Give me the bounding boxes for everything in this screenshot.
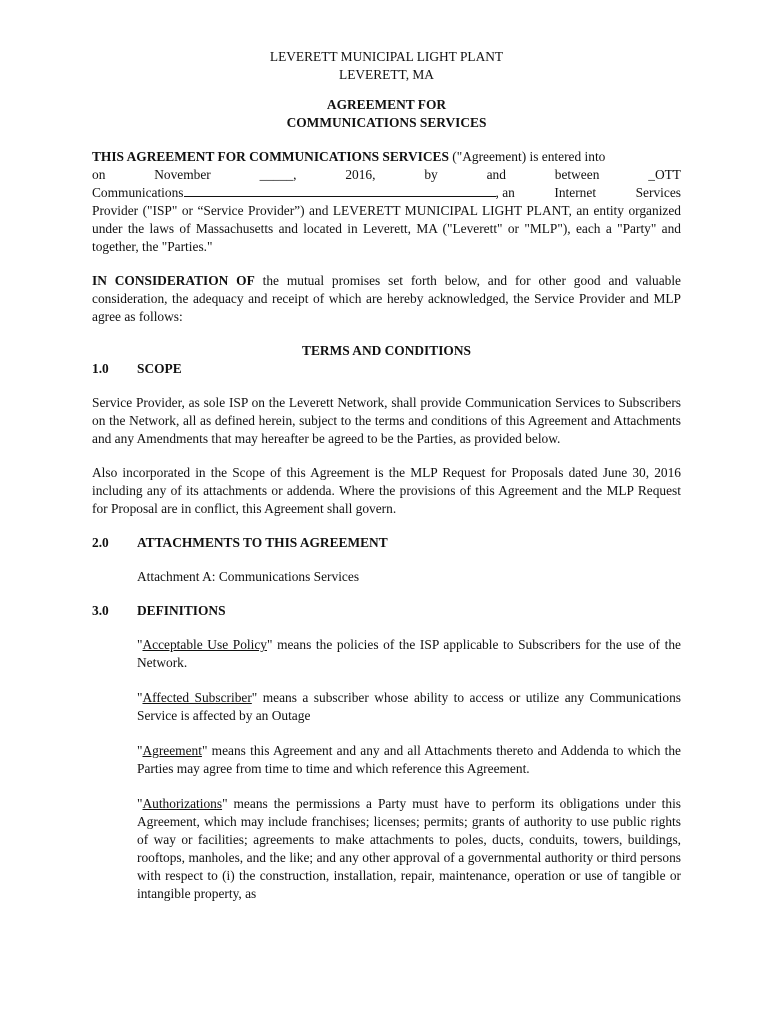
company-word: Internet [554,185,597,200]
definition-term: Acceptable Use Policy [142,637,267,652]
terms-heading: TERMS AND CONDITIONS [302,343,471,358]
document-title-line1: AGREEMENT FOR [326,97,447,112]
date-word: November [154,167,211,182]
company-blank [184,196,496,197]
section-heading [92,360,681,378]
definition-text: " means the permissions a Party must have to perform its obligations under this Agreement, which may include franchises; licenses; permits; grants of authority to use public rights of way or facilities; agreements to make attachments to poles, ducts, conduits, towers, buildings, rooftops, manholes, and the like; and any other approval of a governmental authority or third persons with respect to (i) the construction, installation, repair, maintenance, operation or use of tangible or intangible property, as [137,796,681,901]
intro-paragraph [92,148,681,256]
date-word: by [424,167,438,182]
definition-item: "Affected Subscriber" means a subscriber whose ability to access or utilize any Communications Service is affected by an Outage [137,690,681,723]
date-word: _OTT [648,167,681,182]
section-title: ATTACHMENTS TO THIS AGREEMENT [137,535,388,550]
company-word: Services [635,185,681,200]
organization-name: LEVERETT MUNICIPAL LIGHT PLANT [269,49,504,64]
scope-paragraph: Service Provider, as sole ISP on the Leverett Network, shall provide Communication Services to Subscribers on the Network, all as defined herein, subject to the terms and conditions of this Agreement and Attachments and any Amendments that may hereafter be agreed to be the Parties, as provided below. [92,395,681,446]
consideration-lead: IN CONSIDERATION OF [92,273,255,288]
document-title-line2: COMMUNICATIONS SERVICES [286,115,487,130]
intro-rest: Provider ("ISP" or “Service Provider”) and LEVERETT MUNICIPAL LIGHT PLANT, an entity organized under the laws of Massachusetts and located in Leverett, MA ("Leverett" or "MLP"), each a "Party" and together, the "Parties." [92,203,681,254]
date-word: and [486,167,506,182]
date-word: _____, [259,167,297,182]
definitions-list [92,636,681,903]
section-number: 2.0 [92,535,109,550]
definition-item: "Agreement" means this Agreement and any and all Attachments thereto and Addenda to which the Parties may agree from time to time and which reference this Agreement. [137,743,681,776]
definition-text: " means this Agreement and any and all Attachments thereto and Addenda to which the Parties may agree from time to time and which reference this Agreement. [137,743,681,776]
document-header [92,48,681,132]
section-title: SCOPE [137,361,182,376]
section-number: 1.0 [92,361,109,376]
intro-date-row [92,166,681,184]
company-word: , an [495,185,515,200]
date-word: on [92,167,106,182]
consideration-paragraph [92,272,681,326]
definition-text: " means the policies of the ISP applicable to Subscribers for the use of the Network. [137,637,681,670]
intro-line1: ("Agreement) is entered into [452,149,606,164]
section-heading [92,534,681,552]
company-word: Communications [92,185,184,200]
definition-text: " means a subscriber whose ability to access or utilize any Communications Service is affected by an Outage [137,690,681,723]
definition-item: "Authorizations" means the permissions a Party must have to perform its obligations under this Agreement, which may include franchises; licenses; permits; grants of authority to use public rights of way or facilities; agreements to make attachments to poles, ducts, conduits, towers, buildings, rooftops, manholes, and the like; and any other approval of a governmental authority or third persons with respect to (i) the construction, installation, repair, maintenance, operation or use of tangible or intangible property, as [137,796,681,901]
definition-term: Agreement [142,743,202,758]
date-word: 2016, [345,167,376,182]
attachment-item: Attachment A: Communications Services [137,569,360,584]
section-heading [92,602,681,620]
consideration-text: the mutual promises set forth below, and for other good and valuable consideration, the adequacy and receipt of which are hereby acknowledged, the Service Provider and MLP agree as follows: [92,273,681,324]
date-word: between [554,167,600,182]
definition-term: Affected Subscriber [142,690,252,705]
organization-location: LEVERETT, MA [339,67,434,82]
intro-lead: THIS AGREEMENT FOR COMMUNICATIONS SERVICES [92,149,449,164]
definition-item: "Acceptable Use Policy" means the policies of the ISP applicable to Subscribers for the use of the Network. [137,637,681,670]
section-title: DEFINITIONS [137,603,226,618]
intro-company-row [92,184,681,202]
section-number: 3.0 [92,603,109,618]
scope-paragraph: Also incorporated in the Scope of this Agreement is the MLP Request for Proposals dated June 30, 2016 including any of its attachments or addenda. Where the provisions of this Agreement and the MLP Request for Proposal are in conflict, this Agreement shall govern. [92,465,681,516]
definition-term: Authorizations [142,796,223,811]
